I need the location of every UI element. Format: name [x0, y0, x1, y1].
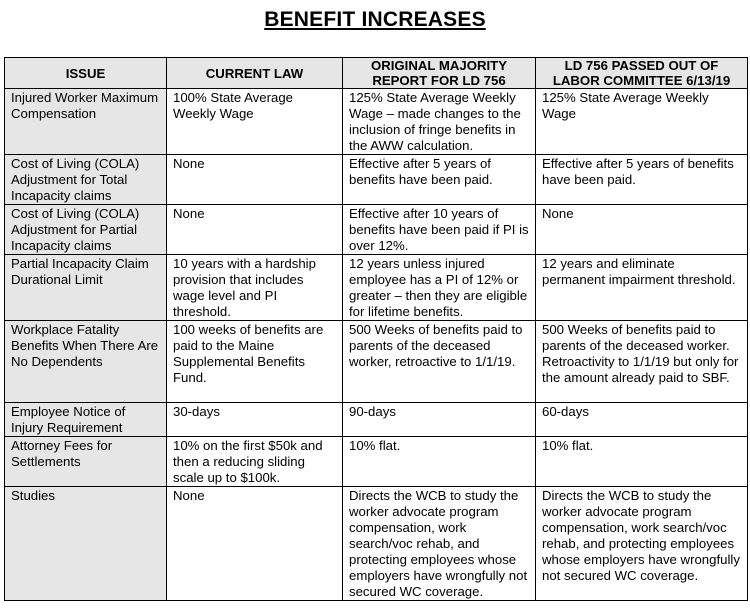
current-law-cell: 100 weeks of benefits are paid to the Maine Supplemental Benefits Fund.: [167, 321, 343, 403]
passed-cell: None: [536, 205, 748, 255]
current-law-cell: 30-days: [167, 403, 343, 437]
original-majority-cell: 90-days: [343, 403, 536, 437]
passed-cell: 60-days: [536, 403, 748, 437]
passed-cell: 12 years and eliminate permanent impairment threshold.: [536, 255, 748, 321]
issue-cell: Cost of Living (COLA) Adjustment for Total Incapacity claims: [5, 155, 167, 205]
current-law-cell: None: [167, 487, 343, 601]
table-row: [5, 437, 748, 487]
passed-cell: Effective after 5 years of benefits have been paid.: [536, 155, 748, 205]
issue-cell: Injured Worker Maximum Compensation: [5, 89, 167, 155]
column-header-current-law: CURRENT LAW: [167, 58, 343, 89]
table-header-row: [5, 58, 748, 89]
table-row: [5, 321, 748, 403]
current-law-cell: 100% State Average Weekly Wage: [167, 89, 343, 155]
column-header-issue: ISSUE: [5, 58, 167, 89]
column-header-passed: LD 756 PASSED OUT OF LABOR COMMITTEE 6/13/19: [536, 58, 748, 89]
passed-cell: Directs the WCB to study the worker advocate program compensation, work search/voc rehab, and protecting employees whose employers have wrongfully not secured WC coverage.: [536, 487, 748, 601]
issue-cell: Workplace Fatality Benefits When There Are No Dependents: [5, 321, 167, 403]
table-row: [5, 155, 748, 205]
passed-cell: 10% flat.: [536, 437, 748, 487]
table-row: [5, 403, 748, 437]
original-majority-cell: 500 Weeks of benefits paid to parents of the deceased worker, retroactive to 1/1/19.: [343, 321, 536, 403]
issue-cell: Studies: [5, 487, 167, 601]
table-row: [5, 487, 748, 601]
table-row: [5, 89, 748, 155]
original-majority-cell: 12 years unless injured employee has a PI of 12% or greater – then they are eligible for lifetime benefits.: [343, 255, 536, 321]
passed-cell: 125% State Average Weekly Wage: [536, 89, 748, 155]
benefit-increases-table: [4, 57, 748, 601]
original-majority-cell: 10% flat.: [343, 437, 536, 487]
current-law-cell: None: [167, 155, 343, 205]
current-law-cell: 10 years with a hardship provision that includes wage level and PI threshold.: [167, 255, 343, 321]
issue-cell: Partial Incapacity Claim Durational Limit: [5, 255, 167, 321]
original-majority-cell: Effective after 5 years of benefits have been paid.: [343, 155, 536, 205]
issue-cell: Attorney Fees for Settlements: [5, 437, 167, 487]
issue-cell: Cost of Living (COLA) Adjustment for Partial Incapacity claims: [5, 205, 167, 255]
current-law-cell: 10% on the first $50k and then a reducing sliding scale up to $100k.: [167, 437, 343, 487]
current-law-cell: None: [167, 205, 343, 255]
original-majority-cell: Directs the WCB to study the worker advocate program compensation, work search/voc rehab, and protecting employees whose employers have wrongfully not secured WC coverage.: [343, 487, 536, 601]
table-row: [5, 255, 748, 321]
original-majority-cell: 125% State Average Weekly Wage – made changes to the inclusion of fringe benefits in the AWW calculation.: [343, 89, 536, 155]
original-majority-cell: Effective after 10 years of benefits have been paid if PI is over 12%.: [343, 205, 536, 255]
column-header-original-majority: ORIGINAL MAJORITY REPORT FOR LD 756: [343, 58, 536, 89]
passed-cell: 500 Weeks of benefits paid to parents of the deceased worker. Retroactivity to 1/1/19 but only for the amount already paid to SBF.: [536, 321, 748, 403]
issue-cell: Employee Notice of Injury Requirement: [5, 403, 167, 437]
page-title: BENEFIT INCREASES: [264, 8, 486, 31]
table-row: [5, 205, 748, 255]
